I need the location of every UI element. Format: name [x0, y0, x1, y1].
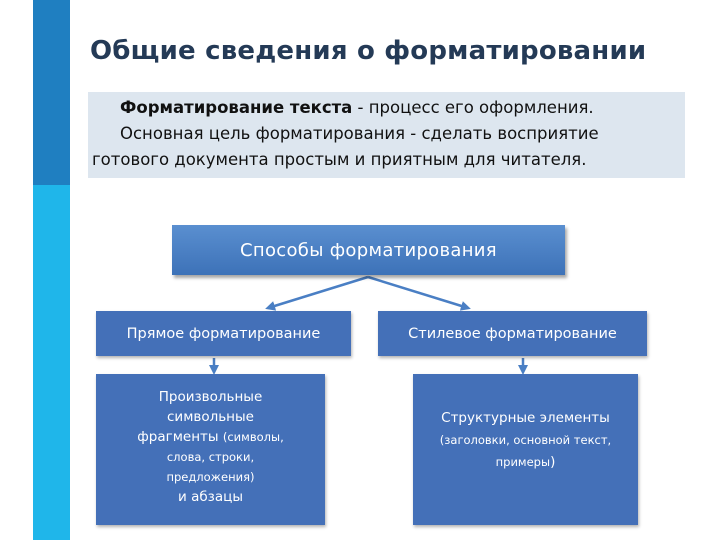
detail-note: примеры	[495, 455, 551, 469]
arrow-to-left	[268, 277, 368, 308]
detail-close: )	[550, 454, 556, 470]
detail-text: фрагменты	[137, 429, 223, 445]
detail-note-line: предложения)	[166, 470, 255, 484]
slide-title: Общие сведения о форматировании	[90, 36, 647, 66]
detail-note-line: слова, строки,	[166, 450, 255, 464]
arrow-to-right	[368, 277, 468, 308]
formatting-methods-box: Способы форматирования	[172, 225, 565, 275]
goal-line-2: готового документа простым и приятным для читателя.	[92, 150, 587, 169]
detail-line: и абзацы	[178, 489, 243, 505]
style-formatting-box: Стилевое форматирование	[378, 311, 647, 356]
term: Форматирование текста	[120, 98, 353, 117]
detail-line: символьные	[167, 409, 254, 425]
detail-line: Структурные элементы	[441, 410, 610, 426]
detail-line	[96, 427, 325, 447]
direct-formatting-detail	[96, 374, 325, 525]
detail-line: Произвольные	[158, 389, 263, 405]
detail-line	[413, 451, 638, 473]
direct-formatting-box: Прямое форматирование	[96, 311, 351, 356]
detail-note: (символы,	[222, 430, 284, 444]
detail-note-line: (заголовки, основной текст,	[439, 433, 612, 447]
definition: - процесс его оформления.	[352, 98, 594, 117]
goal-line-1: Основная цель форматирования - сделать восприятие	[120, 124, 599, 143]
style-formatting-detail	[413, 374, 638, 525]
